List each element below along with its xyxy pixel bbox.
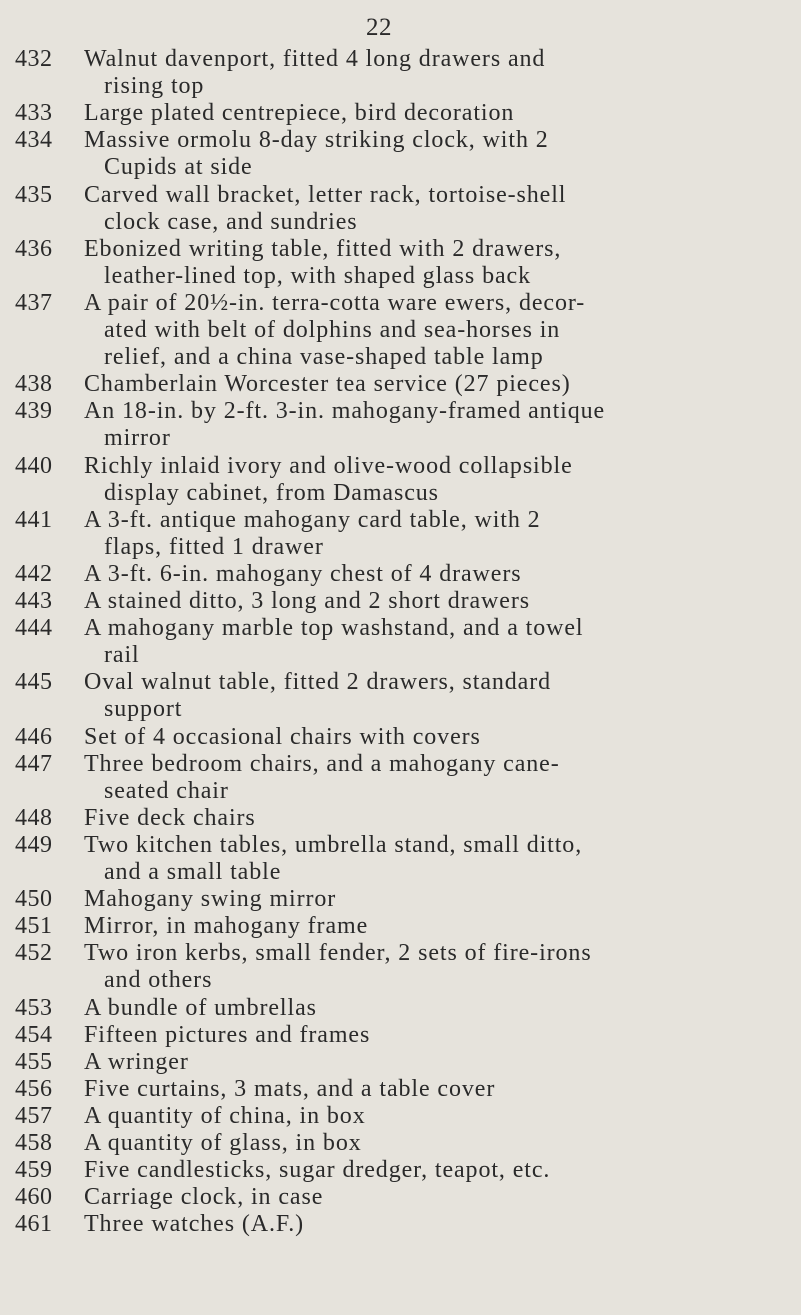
lot-description: Three watches (A.F.) [84, 1211, 304, 1238]
lot-description-continued: and a small table [104, 858, 282, 885]
lot-number: 444 [15, 615, 53, 642]
lot-number: 453 [15, 994, 53, 1021]
lot-description-continued: and others [104, 967, 213, 994]
lot-number: 456 [15, 1075, 53, 1102]
lot-description: Five deck chairs [84, 804, 256, 831]
lot-number: 441 [15, 506, 53, 533]
lot-number: 446 [15, 723, 53, 750]
lot-description: Fifteen pictures and frames [84, 1021, 371, 1048]
lot-description: An 18-in. by 2-ft. 3-in. mahogany-framed antique [84, 398, 606, 425]
lot-number: 438 [15, 371, 53, 398]
lot-number: 451 [15, 913, 53, 940]
lot-description-continued: rail [104, 642, 140, 669]
lot-description: A quantity of glass, in box [84, 1130, 362, 1156]
lot-description: A 3-ft. 6-in. mahogany chest of 4 drawers [84, 560, 522, 587]
lot-number: 433 [15, 100, 53, 127]
lot-description: A pair of 20½-in. terra-cotta ware ewers, decor- [84, 289, 586, 316]
lot-number: 437 [15, 289, 53, 316]
lot-description: Carriage clock, in case [84, 1184, 324, 1211]
lot-number: 460 [15, 1184, 53, 1211]
lot-description: Oval walnut table, fitted 2 drawers, standard [84, 669, 552, 696]
lot-description: A 3-ft. antique mahogany card table, with 2 [84, 506, 541, 533]
lot-description-continued: relief, and a china vase-shaped table lamp [104, 344, 544, 371]
lot-description: A quantity of china, in box [84, 1102, 366, 1129]
page-number: 22 [366, 14, 392, 41]
lot-description-continued: mirror [104, 425, 171, 452]
lot-number: 449 [15, 831, 53, 858]
lot-number: 445 [15, 669, 53, 696]
lot-description: A stained ditto, 3 long and 2 short drawers [84, 588, 530, 614]
lot-description: Ebonized writing table, fitted with 2 drawers, [84, 235, 562, 262]
lot-description-continued: display cabinet, from Damascus [104, 479, 439, 506]
lot-number: 439 [15, 398, 53, 425]
lot-description-continued: support [104, 696, 183, 723]
lot-number: 442 [15, 560, 53, 587]
lot-number: 459 [15, 1157, 53, 1184]
lot-description: Two kitchen tables, umbrella stand, small ditto, [84, 831, 583, 858]
lot-description-continued: clock case, and sundries [104, 208, 358, 235]
lot-description: A bundle of umbrellas [84, 994, 317, 1021]
lot-description-continued: Cupids at side [104, 154, 253, 181]
lot-number: 447 [15, 750, 53, 777]
lot-number: 432 [15, 46, 53, 72]
lot-description-continued: seated chair [104, 777, 229, 804]
lot-number: 436 [15, 235, 53, 262]
lot-description-continued: leather-lined top, with shaped glass back [104, 262, 531, 289]
lot-description: Chamberlain Worcester tea service (27 pieces) [84, 371, 571, 398]
lot-description-continued: rising top [104, 73, 205, 100]
lot-number: 440 [15, 452, 53, 479]
lot-description: Two iron kerbs, small fender, 2 sets of fire-irons [84, 940, 592, 967]
lot-number: 448 [15, 804, 53, 831]
lot-description: Massive ormolu 8-day striking clock, with 2 [84, 127, 549, 154]
lot-description: Mirror, in mahogany frame [84, 913, 369, 940]
lot-description: A wringer [84, 1048, 189, 1075]
lot-description: Carved wall bracket, letter rack, tortoise-shell [84, 181, 567, 208]
lot-number: 461 [15, 1211, 53, 1238]
lot-number: 454 [15, 1021, 53, 1048]
lot-description-continued: ated with belt of dolphins and sea-horses in [104, 316, 561, 343]
lot-number: 455 [15, 1048, 53, 1075]
lot-description-continued: flaps, fitted 1 drawer [104, 533, 324, 560]
lot-description: A mahogany marble top washstand, and a towel [84, 615, 584, 642]
lot-number: 452 [15, 940, 53, 967]
lot-description: Richly inlaid ivory and olive-wood collapsible [84, 452, 573, 479]
lot-description: Mahogany swing mirror [84, 886, 337, 913]
lot-number: 450 [15, 886, 53, 913]
lot-description: Three bedroom chairs, and a mahogany cane- [84, 750, 560, 777]
lot-description: Walnut davenport, fitted 4 long drawers and [84, 46, 546, 72]
lot-number: 458 [15, 1130, 53, 1156]
lot-description: Five candlesticks, sugar dredger, teapot, etc. [84, 1157, 551, 1184]
lot-description: Large plated centrepiece, bird decoration [84, 100, 515, 127]
lot-number: 434 [15, 127, 53, 154]
lot-number: 443 [15, 588, 53, 614]
lot-description: Set of 4 occasional chairs with covers [84, 723, 481, 750]
lot-number: 457 [15, 1102, 53, 1129]
lot-number: 435 [15, 181, 53, 208]
lot-description: Five curtains, 3 mats, and a table cover [84, 1075, 496, 1102]
